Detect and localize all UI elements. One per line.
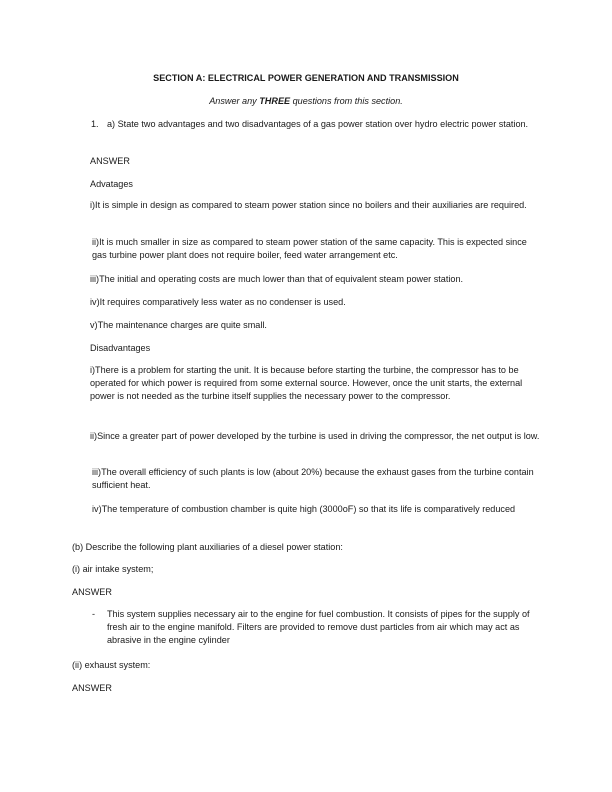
answer-label: ANSWER (90, 156, 130, 166)
question-text: a) State two advantages and two disadvantages of a gas power station over hydro electric power station. (107, 119, 529, 129)
part-b-question: (b) Describe the following plant auxiliaries of a diesel power station: (72, 542, 343, 552)
advantage-item: ii)It is much smaller in size as compared to steam power station of the same capacity. This is expected since gas turbine power plant does not require boiler, feed water arrangement etc. (92, 237, 527, 260)
advantage-item: iii)The initial and operating costs are much lower than that of equivalent steam power station. (90, 274, 464, 284)
instruction-prefix: Answer any (209, 96, 260, 106)
sub-question-ii: (ii) exhaust system: (72, 660, 151, 670)
disadvantage-item: iii)The overall efficiency of such plants is low (about 20%) because the exhaust gases from the turbine contain sufficient heat. (92, 467, 534, 490)
disadvantage-item: i)There is a problem for starting the unit. It is because before starting the turbine, the compressor has to be operated for which power is required from some external source. However, once the unit starts, the external power is not needed as the turbine itself supplies the necessary power to the compressor. (90, 365, 523, 401)
advantage-item: iv)It requires comparatively less water as no condenser is used. (90, 297, 346, 307)
instruction-emphasis: THREE (259, 96, 291, 106)
section-title: SECTION A: ELECTRICAL POWER GENERATION AND TRANSMISSION (153, 73, 459, 83)
instruction-line (0, 95, 612, 108)
advantage-item: v)The maintenance charges are quite small. (90, 320, 267, 330)
question-number: 1. (91, 119, 99, 129)
disadvantages-heading: Disadvantages (90, 343, 151, 353)
bullet-dash: - (92, 609, 96, 619)
disadvantage-item: iv)The temperature of combustion chamber is quite high (3000oF) so that its life is comparatively reduced (92, 504, 516, 514)
sub-ii-answer-label: ANSWER (72, 683, 112, 693)
sub-i-answer-label: ANSWER (72, 587, 112, 597)
disadvantage-item: ii)Since a greater part of power developed by the turbine is used in driving the compressor, the net output is low. (90, 431, 540, 441)
sub-i-answer-text: This system supplies necessary air to the engine for fuel combustion. It consists of pipes for the supply of fresh air to the engine manifold. Filters are provided to remove dust particles from air which may act as abrasive in the engine cylinder (107, 609, 530, 645)
instruction-suffix: questions from this section. (290, 96, 403, 106)
advantages-heading: Advatages (90, 179, 133, 189)
advantage-item: i)It is simple in design as compared to steam power station since no boilers and their auxiliaries are required. (90, 200, 527, 210)
sub-question-i: (i) air intake system; (72, 564, 154, 574)
